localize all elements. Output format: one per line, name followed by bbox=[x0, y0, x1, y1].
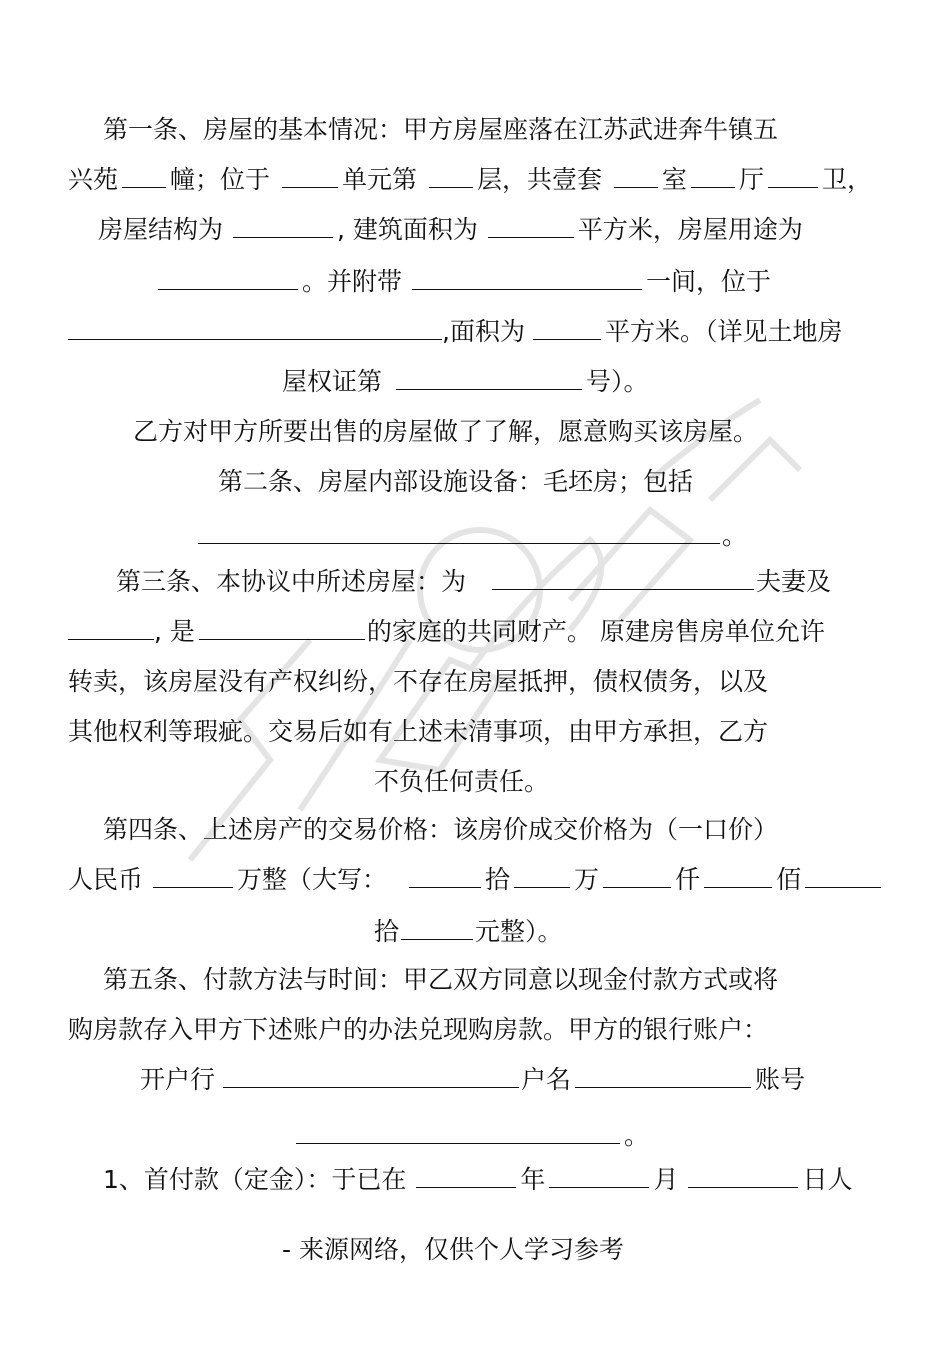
hall-count-blank[interactable] bbox=[691, 161, 735, 188]
facilities-blank[interactable] bbox=[198, 517, 720, 544]
article1-line4: 。并附带 一间，位于 bbox=[0, 262, 950, 302]
family-name-blank[interactable] bbox=[199, 613, 365, 640]
price-shi-wan-blank[interactable] bbox=[409, 861, 481, 888]
article2-line1: 第二条、房屋内部设施设备：毛坯房；包括 bbox=[218, 467, 694, 496]
price-qian-blank[interactable] bbox=[603, 861, 671, 888]
article3-line2: , 是 的家庭的共同财产。 原建房售房单位允许 bbox=[0, 612, 950, 652]
unit-number-blank[interactable] bbox=[282, 161, 338, 188]
deposit-month-blank[interactable] bbox=[549, 1161, 649, 1188]
article3-line3: 转卖，该房屋没有产权纠纷，不存在房屋抵押，债权债务，以及 bbox=[68, 667, 769, 696]
attached-location-blank[interactable] bbox=[68, 313, 442, 340]
certificate-number-blank[interactable] bbox=[396, 363, 582, 390]
article4-line2: 人民币 万整（大写： 拾 万 仟 佰 bbox=[0, 860, 950, 900]
footer-note: - 来源网络，仅供个人学习参考 bbox=[282, 1235, 624, 1264]
price-wan-digit-blank[interactable] bbox=[514, 861, 570, 888]
price-bai-blank[interactable] bbox=[704, 861, 772, 888]
buyer-statement: 乙方对甲方所要出售的房屋做了了解，愿意购买该房屋。 bbox=[133, 417, 759, 446]
article1-line1: 第一条、房屋的基本情况：甲方房屋座落在江苏武进奔牛镇五 bbox=[103, 115, 779, 144]
usage-blank[interactable] bbox=[158, 263, 298, 290]
attached-item-blank[interactable] bbox=[412, 263, 642, 290]
account-number-blank[interactable] bbox=[296, 1117, 620, 1144]
structure-blank[interactable] bbox=[233, 211, 333, 238]
article3-line1: 第三条、本协议中所述房屋：为 夫妻及 bbox=[0, 562, 950, 602]
article2-line2: 。 bbox=[0, 516, 950, 556]
price-yuan-blank[interactable] bbox=[401, 913, 473, 940]
article4-line3: 拾 元整）。 bbox=[0, 912, 950, 952]
room-count-blank[interactable] bbox=[614, 161, 658, 188]
article5-line1: 第五条、付款方法与时间：甲乙双方同意以现金付款方式或将 bbox=[103, 965, 779, 994]
floor-number-blank[interactable] bbox=[429, 161, 473, 188]
article3-line5: 不负任何责任。 bbox=[374, 767, 550, 796]
account-name-blank[interactable] bbox=[575, 1061, 751, 1088]
deposit-year-blank[interactable] bbox=[416, 1161, 516, 1188]
article1-line3: 房屋结构为 , 建筑面积为 平方米，房屋用途为 bbox=[0, 210, 950, 250]
price-wan-blank[interactable] bbox=[153, 861, 233, 888]
article1-line2: 兴苑 幢；位于 单元第 层，共壹套 室 厅 卫， bbox=[0, 160, 950, 200]
article1-line6: 屋权证第 号）。 bbox=[0, 362, 950, 402]
payment1-line: 1、首付款（定金）：于已在 年 月 日人 bbox=[0, 1160, 950, 1200]
bath-count-blank[interactable] bbox=[768, 161, 818, 188]
article5-line2: 购房款存入甲方下述账户的办法兑现购房款。甲方的银行账户： bbox=[68, 1015, 769, 1044]
article5-line4: 。 bbox=[0, 1116, 950, 1156]
area-blank[interactable] bbox=[488, 211, 574, 238]
bank-name-blank[interactable] bbox=[223, 1061, 519, 1088]
article5-line3: 开户行 户名 账号 bbox=[0, 1060, 950, 1100]
attached-area-blank[interactable] bbox=[533, 313, 601, 340]
article1-line5: ,面积为 平方米。（详见土地房 bbox=[0, 312, 950, 352]
article3-line4: 其他权利等瑕疵。交易后如有上述未清事项，由甲方承担，乙方 bbox=[68, 717, 769, 746]
deposit-day-blank[interactable] bbox=[688, 1161, 798, 1188]
building-number-blank[interactable] bbox=[122, 161, 166, 188]
price-shi-blank[interactable] bbox=[805, 861, 881, 888]
article4-line1: 第四条、上述房产的交易价格：该房价成交价格为（一口价） bbox=[103, 815, 779, 844]
owner-couple-blank[interactable] bbox=[492, 563, 754, 590]
owner-spouse-blank[interactable] bbox=[68, 613, 154, 640]
